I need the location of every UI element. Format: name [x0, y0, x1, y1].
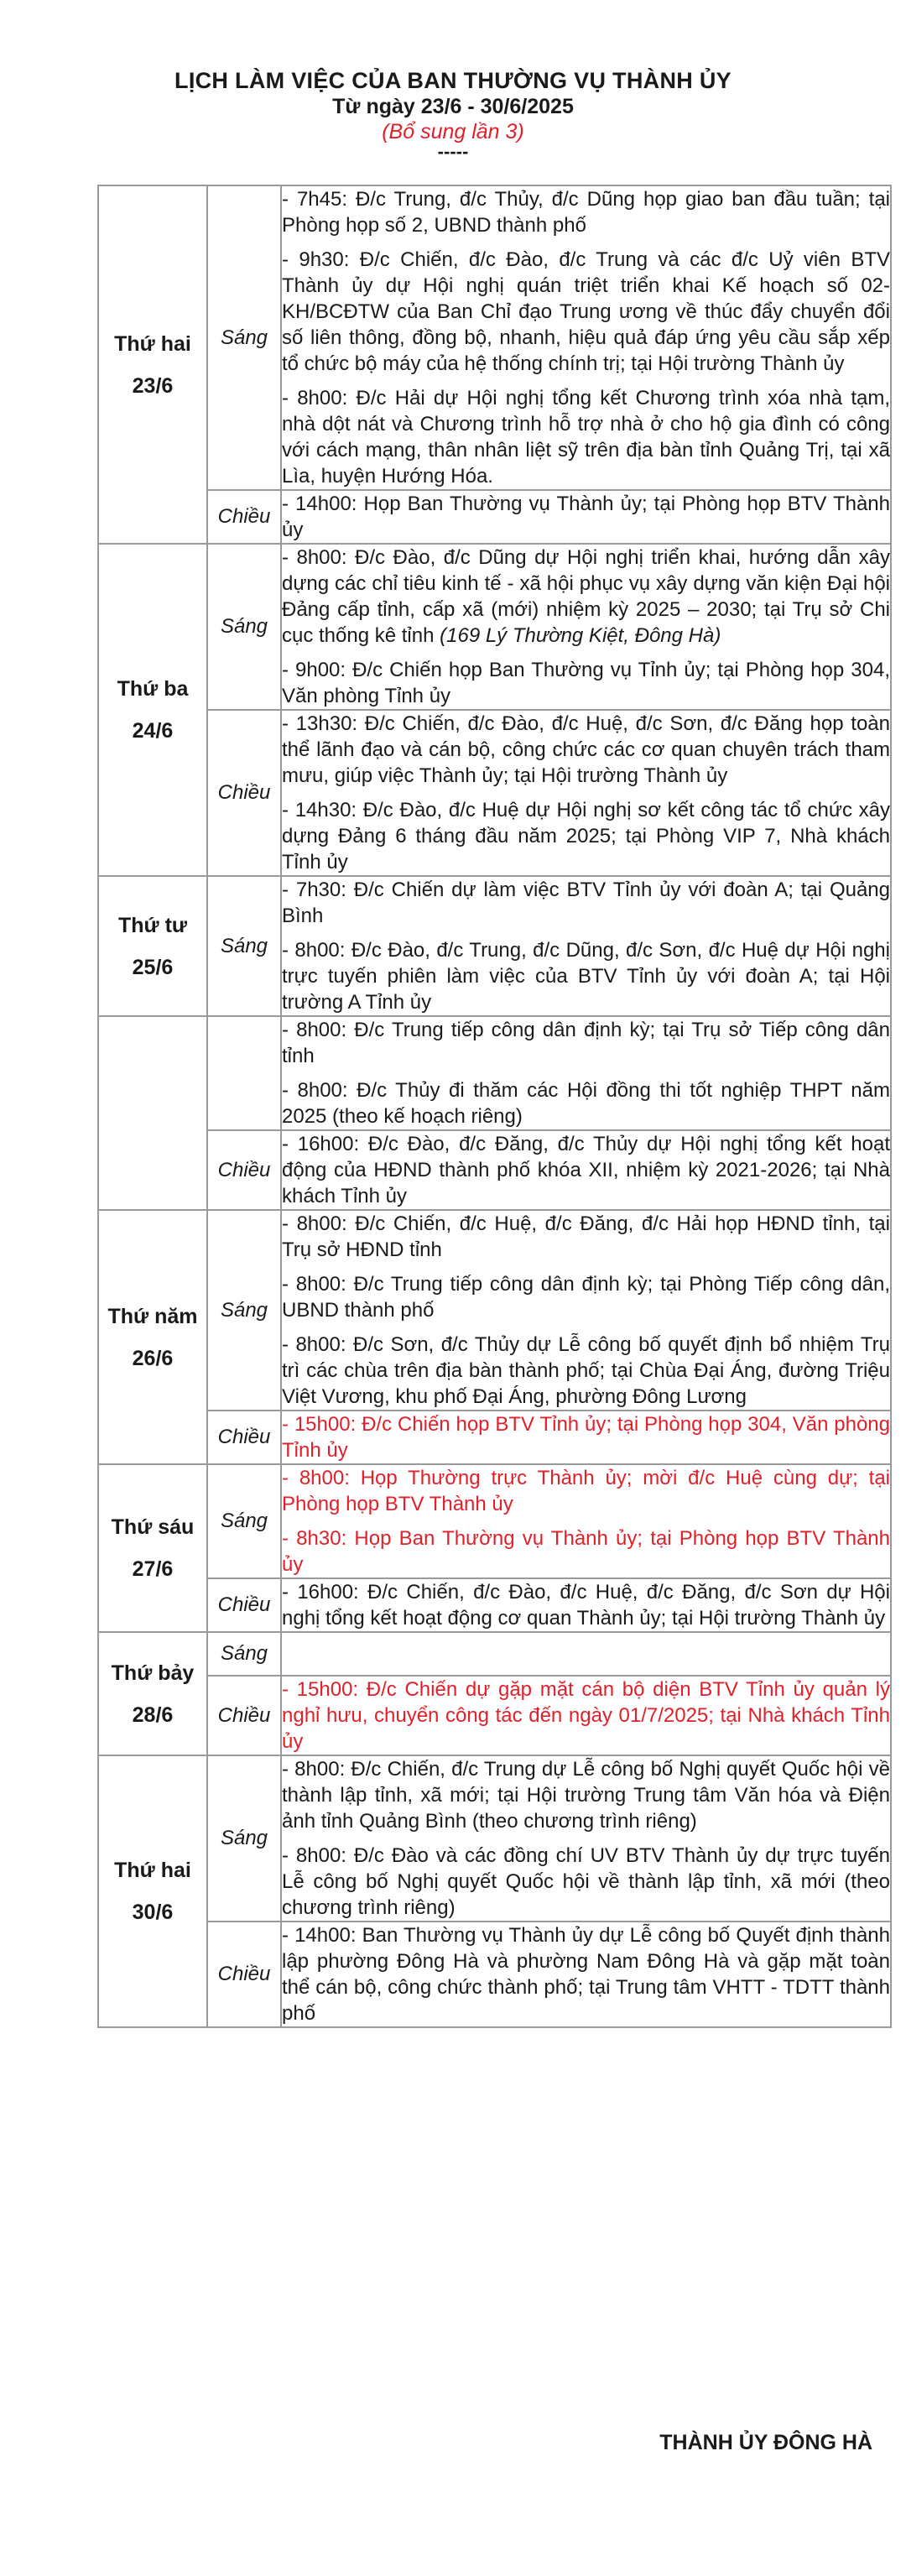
item-text: - 14h00: Ban Thường vụ Thành ủy dự Lễ công bố Quyết định thành lập phường Đông Hà và phường Nam Đông Hà và gặp mặt toàn thể cán bộ, công chức thành phố; tại Trung tâm VHTT - TDTT thành phố — [282, 1924, 890, 2025]
day-date: 26/6 — [132, 1346, 174, 1370]
schedule-item — [282, 937, 890, 1015]
schedule-item — [282, 711, 890, 789]
schedule-item — [282, 545, 890, 649]
schedule-row — [98, 1922, 891, 2027]
day-name: Thứ sáu — [111, 1515, 195, 1539]
schedule-item — [282, 247, 890, 377]
session-events — [281, 1578, 891, 1632]
schedule-row — [98, 1632, 891, 1676]
day-name: Thứ năm — [107, 1304, 198, 1328]
item-text: - 8h00: Đ/c Hải dự Hội nghị tổng kết Chương trình xóa nhà tạm, nhà dột nát và Chương trình hỗ trợ nhà ở cho hộ gia đình có công với cách mạng, thân nhân liệt sỹ trên địa bàn tỉnh Quảng Trị, tại xã Lìa, huyện Hướng Hóa. — [282, 387, 890, 488]
item-text: - 7h45: Đ/c Trung, đ/c Thủy, đ/c Dũng họp giao ban đầu tuần; tại Phòng họp số 2, UBND thành phố — [282, 188, 890, 237]
session-events — [281, 1922, 891, 2027]
session-events — [281, 1632, 891, 1676]
day-date: 25/6 — [132, 955, 174, 979]
schedule-item — [282, 186, 890, 238]
session-label: Chiều — [207, 1676, 281, 1755]
schedule-item — [282, 1411, 890, 1463]
day-cell — [98, 1016, 207, 1210]
session-events — [281, 1755, 891, 1922]
date-range: Từ ngày 23/6 - 30/6/2025 — [332, 95, 574, 118]
schedule-row — [98, 710, 891, 876]
schedule-row — [98, 490, 891, 544]
schedule-item — [282, 1017, 890, 1069]
schedule-item — [282, 491, 890, 543]
schedule-item — [282, 1332, 890, 1410]
session-label: Chiều — [207, 710, 281, 876]
session-events — [281, 1130, 891, 1210]
session-label: Chiều — [207, 1578, 281, 1632]
session-label: Sáng — [207, 876, 281, 1016]
day-name: Thứ bảy — [111, 1661, 195, 1685]
session-events — [281, 544, 891, 710]
session-label: Sáng — [207, 1210, 281, 1411]
schedule-row — [98, 1464, 891, 1578]
item-text: - 9h00: Đ/c Chiến họp Ban Thường vụ Tỉnh ủy; tại Phòng họp 304, Văn phòng Tỉnh ủy — [282, 659, 890, 707]
item-text: - 15h00: Đ/c Chiến họp BTV Tỉnh ủy; tại Phòng họp 304, Văn phòng Tỉnh ủy — [282, 1413, 890, 1462]
session-events — [281, 1016, 891, 1130]
day-cell — [98, 876, 207, 1016]
item-text: - 8h00: Đ/c Đào, đ/c Trung, đ/c Dũng, đ/c Sơn, đ/c Huệ dự Hội nghị trực tuyến phiên làm việc của BTV Tỉnh ủy với đoàn A; tại Hội trường A Tỉnh ủy — [282, 939, 890, 1014]
schedule-row — [98, 1676, 891, 1755]
schedule-item — [282, 1525, 890, 1577]
day-cell — [98, 1210, 207, 1464]
title-separator: ----- — [437, 141, 469, 162]
schedule-body — [98, 185, 891, 2027]
schedule-item — [282, 1676, 890, 1755]
item-text: - 8h00: Đ/c Chiến, đ/c Huệ, đ/c Đăng, đ/c Hải họp HĐND tỉnh, tại Trụ sở HĐND tỉnh — [282, 1212, 890, 1261]
day-name: Thứ ba — [117, 677, 189, 701]
session-label: Sáng — [207, 1464, 281, 1578]
item-text: - 8h00: Đ/c Đào, đ/c Dũng dự Hội nghị triển khai, hướng dẫn xây dựng các chỉ tiêu kinh tế - xã hội phục vụ xây dựng văn kiện Đại hội Đảng cấp tỉnh, cấp xã (mới) nhiệm kỳ 2025 – 2030; tại Trụ sở Chi cục thống kê tỉnh — [282, 546, 890, 647]
schedule-item — [282, 1077, 890, 1129]
item-text: - 9h30: Đ/c Chiến, đ/c Đào, đ/c Trung và các đ/c Uỷ viên BTV Thành ủy dự Hội nghị quán triệt triển khai Kế hoạch số 02-KH/BCĐTW của Ban Chỉ đạo Trung ương về thúc đẩy chuyển đổi số liên thông, đồng bộ, nhanh, hiệu quả đáp ứng yêu cầu sắp xếp tổ chức bộ máy của hệ thống chính trị; tại Hội trường Thành ủy — [282, 248, 890, 375]
schedule-row — [98, 185, 891, 490]
schedule-item — [282, 1131, 890, 1209]
session-events — [281, 710, 891, 876]
schedule-row — [98, 1411, 891, 1464]
item-text: - 8h00: Đ/c Đào và các đồng chí UV BTV Thành ủy dự trực tuyến Lễ công bố Nghị quyết Quốc hội về thành lập tỉnh, xã mới (theo chương trình riêng) — [282, 1844, 890, 1919]
schedule-row — [98, 1130, 891, 1210]
schedule-item — [282, 385, 890, 489]
item-text: - 8h00: Đ/c Chiến, đ/c Trung dự Lễ công bố Nghị quyết Quốc hội về thành lập tỉnh, xã mới; tại Hội trường Trung tâm Văn hóa và Điện ảnh tỉnh Quảng Bình (theo chương trình riêng) — [282, 1758, 890, 1833]
session-label: Chiều — [207, 1922, 281, 2027]
item-text: - 14h30: Đ/c Đào, đ/c Huệ dự Hội nghị sơ kết công tác tổ chức xây dựng Đảng 6 tháng đầu năm 2025; tại Phòng VIP 7, Nhà khách Tỉnh ủy — [282, 799, 890, 873]
day-date: 30/6 — [132, 1901, 174, 1924]
session-label: Sáng — [207, 1632, 281, 1676]
session-events — [281, 185, 891, 490]
schedule-row — [98, 1016, 891, 1130]
session-label — [207, 1016, 281, 1130]
session-label: Sáng — [207, 1755, 281, 1922]
schedule-item — [282, 1465, 890, 1517]
schedule-table — [97, 185, 892, 2028]
item-text: - 15h00: Đ/c Chiến dự gặp mặt cán bộ diện BTV Tỉnh ủy quản lý nghỉ hưu, chuyển công tác đến ngày 01/7/2025; tại Nhà khách Tỉnh ủy — [282, 1678, 890, 1753]
day-cell — [98, 1755, 207, 2027]
day-name: Thứ tư — [117, 913, 188, 937]
schedule-item — [282, 657, 890, 709]
item-text: - 8h00: Họp Thường trực Thành ủy; mời đ/c Huệ cùng dự; tại Phòng họp BTV Thành ủy — [282, 1467, 890, 1515]
page-title: LỊCH LÀM VIỆC CỦA BAN THƯỜNG VỤ THÀNH ỦY — [174, 68, 732, 93]
day-cell — [98, 1464, 207, 1632]
item-text: - 14h00: Họp Ban Thường vụ Thành ủy; tại Phòng họp BTV Thành ủy — [282, 493, 890, 541]
session-label: Sáng — [207, 185, 281, 490]
day-date: 23/6 — [132, 373, 174, 398]
supplement-note: (Bổ sung lần 3) — [382, 120, 524, 143]
session-label: Chiều — [207, 490, 281, 544]
item-text: - 8h30: Họp Ban Thường vụ Thành ủy; tại Phòng họp BTV Thành ủy — [282, 1527, 890, 1576]
schedule-header — [0, 67, 906, 162]
schedule-row — [98, 1755, 891, 1922]
schedule-row — [98, 1578, 891, 1632]
schedule-item — [282, 1922, 890, 2026]
day-cell — [98, 185, 207, 544]
schedule-item — [282, 1271, 890, 1323]
item-text: - 8h00: Đ/c Trung tiếp công dân định kỳ; tại Trụ sở Tiếp công dân tỉnh — [282, 1019, 890, 1067]
item-text: - 13h30: Đ/c Chiến, đ/c Đào, đ/c Huệ, đ/c Sơn, đ/c Đăng họp toàn thể lãnh đạo và cán bộ, công chức các cơ quan chuyên trách tham mưu, giúp việc Thành ủy; tại Hội trường Thành ủy — [282, 712, 890, 787]
schedule-row — [98, 1210, 891, 1411]
session-label: Sáng — [207, 544, 281, 710]
schedule-row — [98, 876, 891, 1016]
item-text: - 8h00: Đ/c Sơn, đ/c Thủy dự Lễ công bố quyết định bổ nhiệm Trụ trì các chùa trên địa bàn thành phố; tại Chùa Đại Áng, đường Triệu Việt Vương, khu phố Đại Áng, phường Đông Lương — [282, 1333, 890, 1408]
session-events — [281, 1210, 891, 1411]
item-text: - 8h00: Đ/c Thủy đi thăm các Hội đồng thi tốt nghiệp THPT năm 2025 (theo kế hoạch riêng) — [282, 1079, 890, 1128]
schedule-row — [98, 544, 891, 710]
item-location-note: (169 Lý Thường Kiệt, Đông Hà) — [440, 624, 721, 647]
schedule-item — [282, 797, 890, 875]
schedule-item — [282, 1211, 890, 1263]
day-date: 24/6 — [132, 719, 174, 743]
day-name: Thứ hai — [114, 1859, 191, 1882]
schedule-item — [282, 877, 890, 929]
session-events — [281, 1411, 891, 1464]
item-text: - 8h00: Đ/c Trung tiếp công dân định kỳ; tại Phòng Tiếp công dân, UBND thành phố — [282, 1273, 890, 1322]
day-date: 27/6 — [132, 1557, 174, 1581]
schedule-item — [282, 1843, 890, 1921]
session-events — [281, 490, 891, 544]
item-text: - 7h30: Đ/c Chiến dự làm việc BTV Tỉnh ủy với đoàn A; tại Quảng Bình — [282, 879, 890, 927]
item-text: - 16h00: Đ/c Đào, đ/c Đăng, đ/c Thủy dự Hội nghị tổng kết hoạt động của HĐND thành phố khóa XII, nhiệm kỳ 2021-2026; tại Nhà khách Tỉnh ủy — [282, 1133, 890, 1207]
day-cell — [98, 544, 207, 876]
schedule-item — [282, 1579, 890, 1631]
item-text: - 16h00: Đ/c Chiến, đ/c Đào, đ/c Huệ, đ/c Đăng, đ/c Sơn dự Hội nghị tổng kết hoạt động cơ quan Thành ủy; tại Hội trường Thành ủy — [282, 1581, 890, 1630]
session-label: Chiều — [207, 1411, 281, 1464]
session-events — [281, 876, 891, 1016]
session-label: Chiều — [207, 1130, 281, 1210]
day-cell — [98, 1632, 207, 1755]
session-events — [281, 1676, 891, 1755]
schedule-item — [282, 1756, 890, 1834]
signature: THÀNH ỦY ĐÔNG HÀ — [659, 2431, 872, 2454]
day-date: 28/6 — [132, 1703, 174, 1727]
session-events — [281, 1464, 891, 1578]
day-name: Thứ hai — [114, 331, 191, 356]
